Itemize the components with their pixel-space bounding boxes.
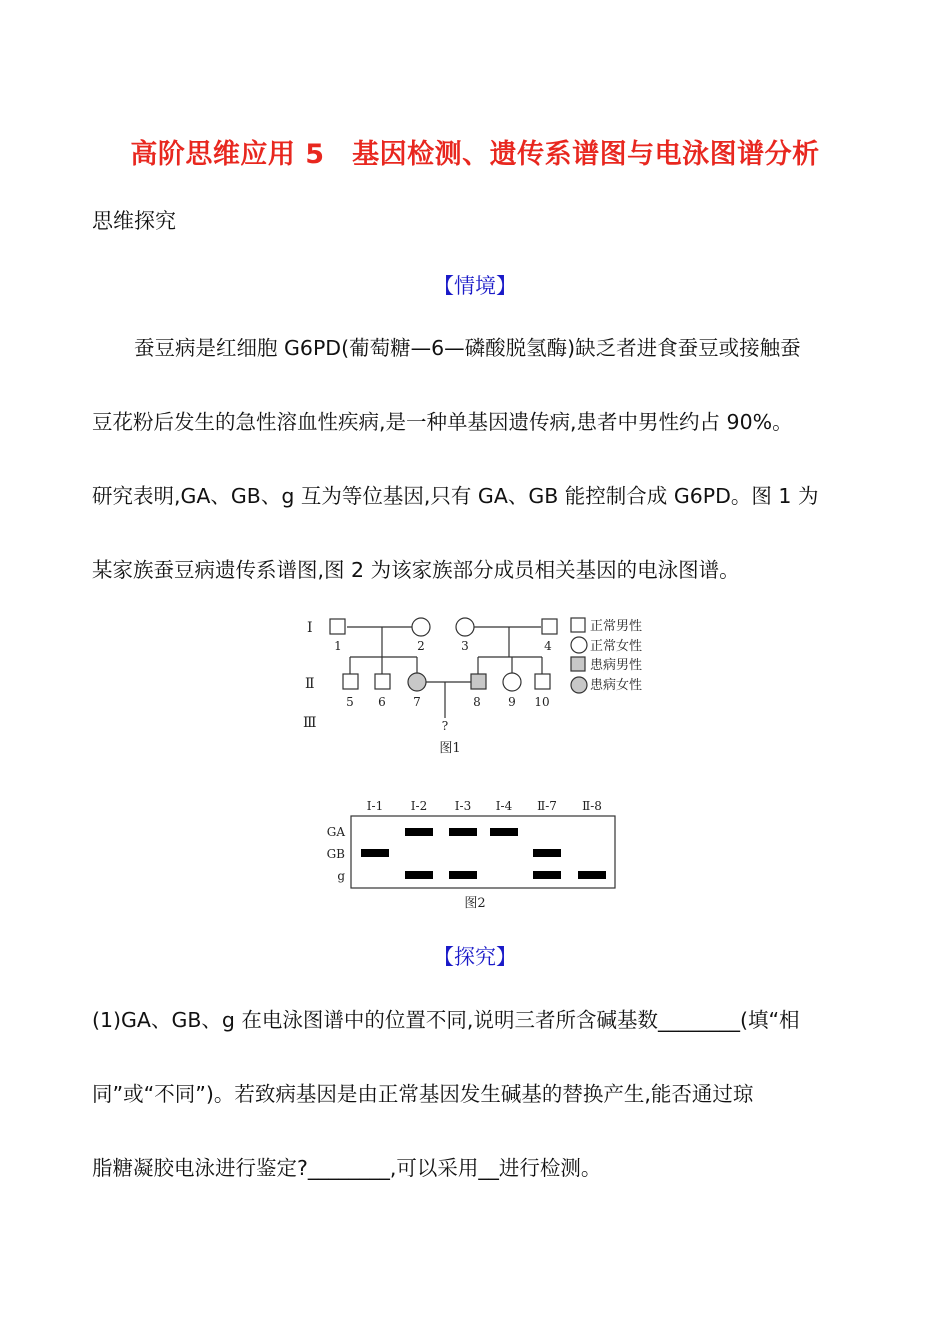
figure2-caption: 图2: [464, 896, 486, 911]
lane-label: Ⅱ-7: [537, 799, 557, 813]
context-line: 蚕豆病是红细胞 G6PD(葡萄糖—6—磷酸脱氢酶)缺乏者进食蚕豆或接触蚕: [134, 336, 801, 360]
individual-II-8: [471, 674, 486, 689]
individual-II-7: [408, 673, 426, 691]
lane-labels: [367, 799, 602, 813]
band-5-g: [578, 871, 606, 879]
electrophoresis-figure: [315, 790, 625, 915]
pedigree-figure: [295, 610, 665, 770]
question-line: (1)GA、GB、g 在电泳图谱中的位置不同,说明三者所含碱基数________(填“相: [92, 1008, 800, 1032]
band-4-GB: [533, 849, 561, 857]
legend-label: 患病女性: [590, 678, 643, 693]
context-line: 豆花粉后发生的急性溶血性疾病,是一种单基因遗传病,患者中男性约占 90%。: [92, 410, 793, 434]
lane-label: Ⅰ-2: [410, 799, 428, 813]
generation-label: Ⅱ: [305, 676, 315, 692]
individual-number: 7: [413, 695, 421, 709]
context-paragraph: [92, 311, 862, 607]
individual-I-3: [456, 618, 474, 636]
band-1-g: [405, 871, 433, 879]
page-title: 高阶思维应用 5 基因检测、遗传系谱图与电泳图谱分析: [130, 139, 820, 170]
band-3-GA: [490, 828, 518, 836]
band-1-GA: [405, 828, 433, 836]
explore-heading: 【探究】: [433, 945, 517, 969]
unknown-offspring: ?: [441, 719, 449, 733]
individual-I-1: [330, 619, 345, 634]
individual-II-5: [343, 674, 358, 689]
lane-label: Ⅰ-3: [454, 799, 472, 813]
individual-number: 8: [473, 695, 481, 709]
figure1-caption: 图1: [439, 741, 461, 756]
context-line: 研究表明,GA、GB、g 互为等位基因,只有 GA、GB 能控制合成 G6PD。图 1 为: [92, 484, 819, 508]
context-heading: 【情境】: [433, 274, 517, 298]
individual-number: 1: [334, 639, 342, 653]
row-label: GB: [326, 847, 345, 861]
legend-label: 正常男性: [590, 619, 643, 634]
individual-number: 3: [461, 639, 469, 653]
question-line: 同”或“不同”)。若致病基因是由正常基因发生碱基的替换产生,能否通过琼: [92, 1082, 754, 1106]
band-4-g: [533, 871, 561, 879]
pedigree-symbols: [330, 618, 557, 691]
pedigree-legend: [571, 618, 642, 693]
legend-label: 患病男性: [590, 658, 643, 673]
individual-I-4: [542, 619, 557, 634]
row-label: g: [337, 869, 345, 883]
section-label: 思维探究: [92, 209, 176, 233]
legend-affected-female-icon: [571, 677, 587, 693]
individual-II-6: [375, 674, 390, 689]
individual-II-9: [503, 673, 521, 691]
row-labels: [327, 825, 346, 883]
lane-label: Ⅱ-8: [582, 799, 602, 813]
legend-label: 正常女性: [590, 639, 643, 654]
lane-label: Ⅰ-4: [495, 799, 513, 813]
question-paragraph: [92, 983, 862, 1205]
generation-labels: [303, 620, 317, 731]
band-0-GB: [361, 849, 389, 857]
legend-affected-male-icon: [571, 657, 585, 671]
row-label: GA: [326, 825, 345, 839]
gel-frame: [351, 816, 615, 888]
lane-label: Ⅰ-1: [366, 799, 384, 813]
generation-label: Ⅰ: [307, 620, 313, 636]
legend-normal-female-icon: [571, 637, 587, 653]
individual-number: 9: [508, 695, 516, 709]
individual-II-10: [535, 674, 550, 689]
individual-number: 2: [417, 639, 425, 653]
legend-normal-male-icon: [571, 618, 585, 632]
individual-number: 6: [378, 695, 386, 709]
band-2-GA: [449, 828, 477, 836]
band-2-g: [449, 871, 477, 879]
individual-number: 10: [534, 695, 550, 709]
context-line: 某家族蚕豆病遗传系谱图,图 2 为该家族部分成员相关基因的电泳图谱。: [92, 558, 740, 582]
individual-I-2: [412, 618, 430, 636]
generation-label: Ⅲ: [303, 715, 317, 731]
question-line: 脂糖凝胶电泳进行鉴定?________,可以采用__进行检测。: [92, 1156, 602, 1180]
individual-number: 5: [346, 695, 354, 709]
individual-number: 4: [544, 639, 552, 653]
